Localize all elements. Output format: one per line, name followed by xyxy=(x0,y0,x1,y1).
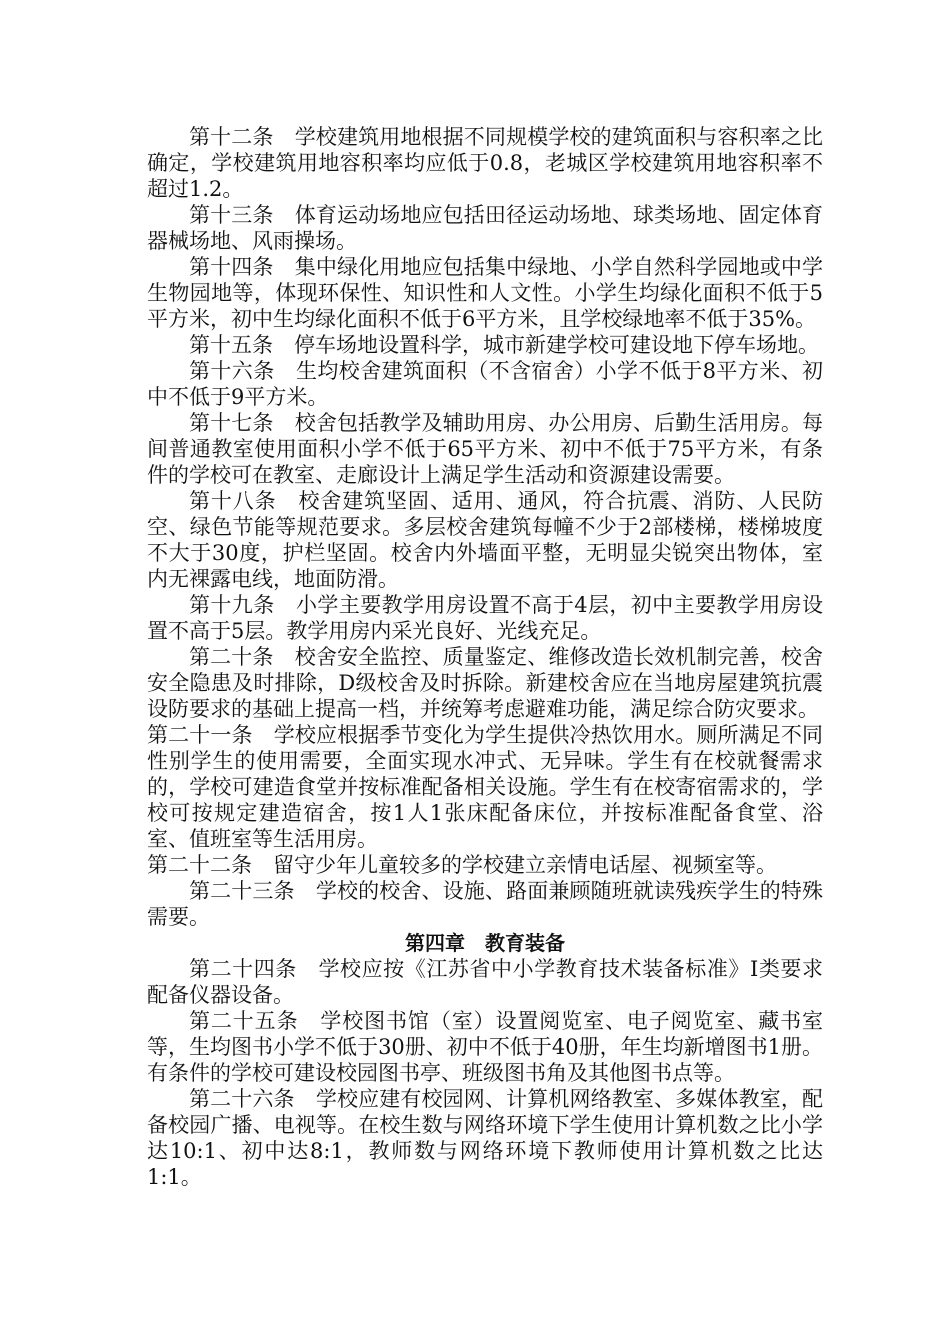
article-13: 第十三条 体育运动场地应包括田径运动场地、球类场地、固定体育器械场地、风雨操场。 xyxy=(147,203,823,253)
article-24: 第二十四条 学校应按《江苏省中小学教育技术装备标准》Ⅰ类要求配备仪器设备。 xyxy=(147,957,823,1007)
article-26: 第二十六条 学校应建有校园网、计算机网络教室、多媒体教室，配备校园广播、电视等。在校生数与网络环境下学生使用计算机数之比小学达10:1、初中达8:1，教师数与网络环境下教师使用计算机数之比达1:1。 xyxy=(147,1087,823,1189)
article-20: 第二十条 校舍安全监控、质量鉴定、维修改造长效机制完善，校舍安全隐患及时排除，D级校舍及时拆除。新建校舍应在当地房屋建筑抗震设防要求的基础上提高一档，并统筹考虑避难功能，满足综合防灾要求。 xyxy=(147,645,823,721)
document-page xyxy=(147,124,823,1190)
article-16: 第十六条 生均校舍建筑面积（不含宿舍）小学不低于8平方米、初中不低于9平方米。 xyxy=(147,359,823,409)
article-22: 第二十二条 留守少年儿童较多的学校建立亲情电话屋、视频室等。 xyxy=(147,853,777,877)
article-23: 第二十三条 学校的校舍、设施、路面兼顾随班就读残疾学生的特殊需要。 xyxy=(147,879,823,929)
article-12: 第十二条 学校建筑用地根据不同规模学校的建筑面积与容积率之比确定，学校建筑用地容积率均应低于0.8，老城区学校建筑用地容积率不超过1.2。 xyxy=(147,125,823,201)
article-15: 第十五条 停车场地设置科学，城市新建学校可建设地下停车场地。 xyxy=(189,333,819,357)
article-21: 第二十一条 学校应根据季节变化为学生提供冷热饮用水。厕所满足不同性别学生的使用需要，全面实现水冲式、无异味。学生有在校就餐需求的，学校可建造食堂并按标准配备相关设施。学生有在校寄宿需求的，学校可按规定建造宿舍，按1人1张床配备床位，并按标准配备食堂、浴室、值班室等生活用房。 xyxy=(147,723,823,851)
article-19: 第十九条 小学主要教学用房设置不高于4层，初中主要教学用房设置不高于5层。教学用房内采光良好、光线充足。 xyxy=(147,593,823,643)
article-14: 第十四条 集中绿化用地应包括集中绿地、小学自然科学园地或中学生物园地等，体现环保性、知识性和人文性。小学生均绿化面积不低于5平方米，初中生均绿化面积不低于6平方米，且学校绿地率不低于35%。 xyxy=(147,255,823,331)
article-18: 第十八条 校舍建筑坚固、适用、通风，符合抗震、消防、人民防空、绿色节能等规范要求。多层校舍建筑每幢不少于2部楼梯，楼梯坡度不大于30度，护栏坚固。校舍内外墙面平整，无明显尖锐突出物体，室内无裸露电线，地面防滑。 xyxy=(147,489,823,591)
article-17: 第十七条 校舍包括教学及辅助用房、办公用房、后勤生活用房。每间普通教室使用面积小学不低于65平方米、初中不低于75平方米，有条件的学校可在教室、走廊设计上满足学生活动和资源建设需要。 xyxy=(147,411,823,487)
article-25: 第二十五条 学校图书馆（室）设置阅览室、电子阅览室、藏书室等，生均图书小学不低于30册、初中不低于40册，年生均新增图书1册。有条件的学校可建设校园图书亭、班级图书角及其他图书点等。 xyxy=(147,1009,823,1085)
chapter-heading: 第四章 教育装备 xyxy=(405,931,565,955)
